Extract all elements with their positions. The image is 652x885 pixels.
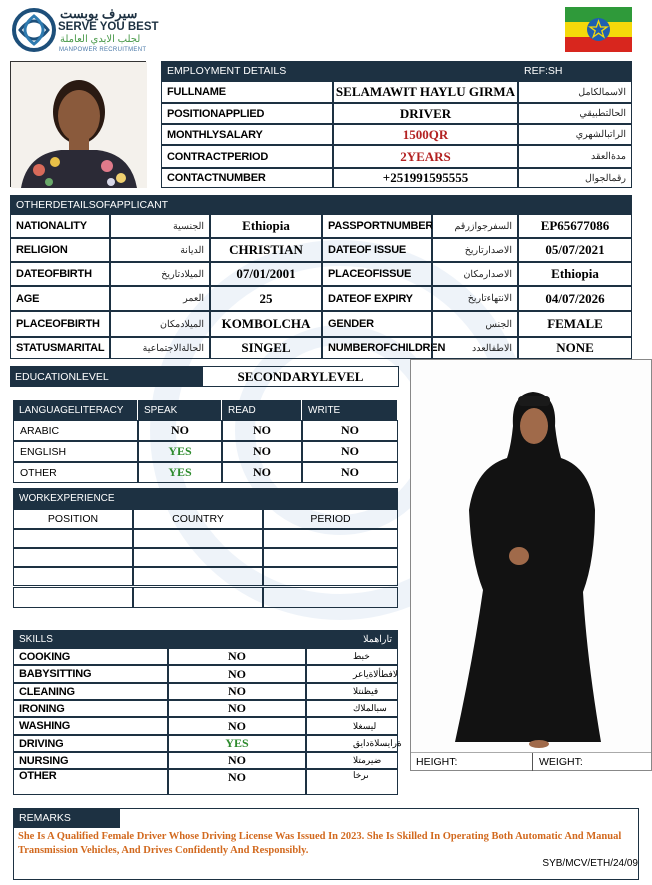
skill-arabic-label: ليسغلا bbox=[306, 717, 398, 735]
employment-arabic-label: الاسمالكامل bbox=[518, 81, 632, 103]
height-label: HEIGHT: bbox=[411, 753, 533, 771]
detail-arabic-label: الديانة bbox=[110, 238, 210, 262]
language-read-value: NO bbox=[222, 462, 302, 483]
language-column-header: WRITE bbox=[302, 400, 398, 420]
work-column-header: POSITION bbox=[13, 509, 133, 529]
detail-label: DATEOF ISSUE bbox=[322, 238, 432, 262]
detail-arabic-label: الاصدارمكان bbox=[432, 262, 518, 286]
employment-value: SELAMAWIT HAYLU GIRMA bbox=[333, 81, 518, 103]
language-name: ARABIC bbox=[13, 420, 138, 441]
work-empty-cell bbox=[263, 529, 398, 548]
language-column-header: LANGUAGELITERACY bbox=[13, 400, 138, 420]
work-empty-cell bbox=[13, 587, 133, 608]
logo-knot-icon bbox=[12, 8, 56, 52]
detail-arabic-label: الانتهاءتاريخ bbox=[432, 286, 518, 311]
detail-label: RELIGION bbox=[10, 238, 110, 262]
detail-value: FEMALE bbox=[518, 311, 632, 337]
skill-arabic-label: ضيرمتلا bbox=[306, 752, 398, 769]
remarks-text: She Is A Qualified Female Driver Whose Driving License Was Issued In 2023. She Is Skilled In Operating Both Automatic And Manual Transmission Vehicles, And Drives Confidently And Responsibly. bbox=[18, 831, 622, 856]
detail-value: CHRISTIAN bbox=[210, 238, 322, 262]
work-empty-cell bbox=[13, 548, 133, 567]
company-logo bbox=[10, 6, 159, 58]
language-write-value: NO bbox=[302, 441, 398, 462]
education-value: SECONDARYLEVEL bbox=[202, 366, 399, 387]
language-column-header: READ bbox=[222, 400, 302, 420]
work-empty-cell bbox=[13, 529, 133, 548]
logo-subtitle: MANPOWER RECRUITMENT bbox=[59, 47, 147, 53]
language-speak-value: NO bbox=[138, 420, 222, 441]
detail-value: 07/01/2001 bbox=[210, 262, 322, 286]
other-details-header: OTHERDETAILSOFAPPLICANT bbox=[10, 195, 322, 214]
detail-value: KOMBOLCHA bbox=[210, 311, 322, 337]
employment-label: CONTACTNUMBER bbox=[161, 168, 333, 188]
document-code: SYB/MCV/ETH/24/09 bbox=[542, 858, 638, 869]
work-experience-header-right bbox=[203, 488, 398, 509]
detail-arabic-label: الميلادتاريخ bbox=[110, 262, 210, 286]
work-column-header: PERIOD bbox=[263, 509, 398, 529]
detail-label: PASSPORTNUMBER bbox=[322, 214, 432, 238]
language-write-value: NO bbox=[302, 462, 398, 483]
employment-value: 1500QR bbox=[333, 124, 518, 145]
logo-arabic-sub: لجلب الايدي العاملة bbox=[60, 34, 141, 45]
flag-emblem-icon bbox=[587, 18, 610, 41]
detail-label: PLACEOFBIRTH bbox=[10, 311, 110, 337]
detail-label: STATUSMARITAL bbox=[10, 337, 110, 359]
detail-value: Ethiopia bbox=[210, 214, 322, 238]
logo-arabic: سيرف يوبست bbox=[60, 6, 138, 21]
detail-label: GENDER bbox=[322, 311, 432, 337]
employment-arabic-label: الراتبالشهري bbox=[518, 124, 632, 145]
detail-value: NONE bbox=[518, 337, 632, 359]
detail-arabic-label: الجنسية bbox=[110, 214, 210, 238]
skill-name: DRIVING bbox=[13, 735, 168, 752]
detail-arabic-label: العمر bbox=[110, 286, 210, 311]
detail-value: SINGEL bbox=[210, 337, 322, 359]
detail-arabic-label: الميلادمكان bbox=[110, 311, 210, 337]
other-details-header-right bbox=[322, 195, 632, 214]
detail-arabic-label: الاطفالعدد bbox=[432, 337, 518, 359]
skill-value: NO bbox=[168, 752, 306, 769]
employment-value: +251991595555 bbox=[333, 168, 518, 188]
education-label bbox=[10, 366, 202, 387]
detail-label: AGE bbox=[10, 286, 110, 311]
detail-arabic-label: السفرجوازرقم bbox=[432, 214, 518, 238]
detail-label: DATEOFBIRTH bbox=[10, 262, 110, 286]
work-empty-cell bbox=[133, 548, 263, 567]
skill-name: CLEANING bbox=[13, 683, 168, 700]
ethiopia-flag bbox=[565, 7, 632, 52]
detail-label: DATEOF EXPIRY bbox=[322, 286, 432, 311]
work-column-header: COUNTRY bbox=[133, 509, 263, 529]
employment-value: 2YEARS bbox=[333, 145, 518, 168]
skill-value: NO bbox=[168, 648, 306, 665]
detail-value: 25 bbox=[210, 286, 322, 311]
skill-name: COOKING bbox=[13, 648, 168, 665]
remarks-header: REMARKS bbox=[13, 808, 120, 828]
language-name: ENGLISH bbox=[13, 441, 138, 462]
skill-value: NO bbox=[168, 665, 306, 683]
full-length-photo bbox=[410, 359, 652, 771]
skills-header-arabic: تاراهملا bbox=[230, 630, 398, 648]
detail-value: 04/07/2026 bbox=[518, 286, 632, 311]
skill-arabic-label: لافطألاةياعر bbox=[306, 665, 398, 683]
detail-value: 05/07/2021 bbox=[518, 238, 632, 262]
employment-arabic-label: مدةالعقد bbox=[518, 145, 632, 168]
language-speak-value: YES bbox=[138, 462, 222, 483]
detail-arabic-label: الاصدارتاريخ bbox=[432, 238, 518, 262]
skills-header: SKILLS bbox=[13, 630, 230, 648]
work-empty-cell bbox=[263, 567, 398, 586]
skill-arabic-label: ةرايسلاةدايق bbox=[306, 735, 398, 752]
skill-name: IRONING bbox=[13, 700, 168, 717]
language-column-header: SPEAK bbox=[138, 400, 222, 420]
language-write-value: NO bbox=[302, 420, 398, 441]
employment-value: DRIVER bbox=[333, 103, 518, 124]
skill-arabic-label: سبالملاك bbox=[306, 700, 398, 717]
detail-arabic-label: الحالةالاجتماعية bbox=[110, 337, 210, 359]
applicant-photo bbox=[10, 61, 146, 187]
skill-name: OTHER bbox=[13, 769, 168, 795]
employment-label: FULLNAME bbox=[161, 81, 333, 103]
language-speak-value: YES bbox=[138, 441, 222, 462]
language-read-value: NO bbox=[222, 441, 302, 462]
work-empty-cell bbox=[133, 587, 263, 608]
detail-arabic-label: الجنس bbox=[432, 311, 518, 337]
skill-arabic-label: فيظنتلا bbox=[306, 683, 398, 700]
detail-value: EP65677086 bbox=[518, 214, 632, 238]
work-experience-header: WORKEXPERIENCE bbox=[13, 488, 203, 509]
language-read-value: NO bbox=[222, 420, 302, 441]
work-empty-cell bbox=[133, 529, 263, 548]
detail-label: PLACEOFISSUE bbox=[322, 262, 432, 286]
weight-label: WEIGHT: bbox=[539, 756, 583, 768]
skill-value: NO bbox=[168, 683, 306, 700]
employment-label: CONTRACTPERIOD bbox=[161, 145, 333, 168]
work-empty-cell bbox=[13, 567, 133, 586]
work-empty-cell bbox=[263, 548, 398, 567]
employment-label: MONTHLYSALARY bbox=[161, 124, 333, 145]
employment-label: POSITIONAPPLIED bbox=[161, 103, 333, 124]
work-empty-cell bbox=[133, 567, 263, 586]
language-name: OTHER bbox=[13, 462, 138, 483]
employment-arabic-label: رقمالجوال bbox=[518, 168, 632, 188]
skill-name: BABYSITTING bbox=[13, 665, 168, 683]
work-empty-cell bbox=[263, 587, 398, 608]
detail-label: NUMBEROFCHILDREN bbox=[322, 337, 432, 359]
skill-name: NURSING bbox=[13, 752, 168, 769]
detail-label: NATIONALITY bbox=[10, 214, 110, 238]
skill-value: NO bbox=[168, 717, 306, 735]
employment-header: EMPLOYMENT DETAILS bbox=[161, 61, 518, 81]
skill-arabic-label: ىرخا bbox=[306, 769, 398, 795]
employment-arabic-label: الحالتطبيقي bbox=[518, 103, 632, 124]
education-label-text: EDUCATIONLEVEL bbox=[15, 370, 109, 383]
skill-value: NO bbox=[168, 769, 306, 795]
logo-text: SERVE YOU BEST bbox=[58, 21, 159, 33]
skill-value: YES bbox=[168, 735, 306, 752]
skill-value: NO bbox=[168, 700, 306, 717]
skill-arabic-label: خبط bbox=[306, 648, 398, 665]
ref-code: REF:SH bbox=[518, 61, 632, 81]
detail-value: Ethiopia bbox=[518, 262, 632, 286]
skill-name: WASHING bbox=[13, 717, 168, 735]
